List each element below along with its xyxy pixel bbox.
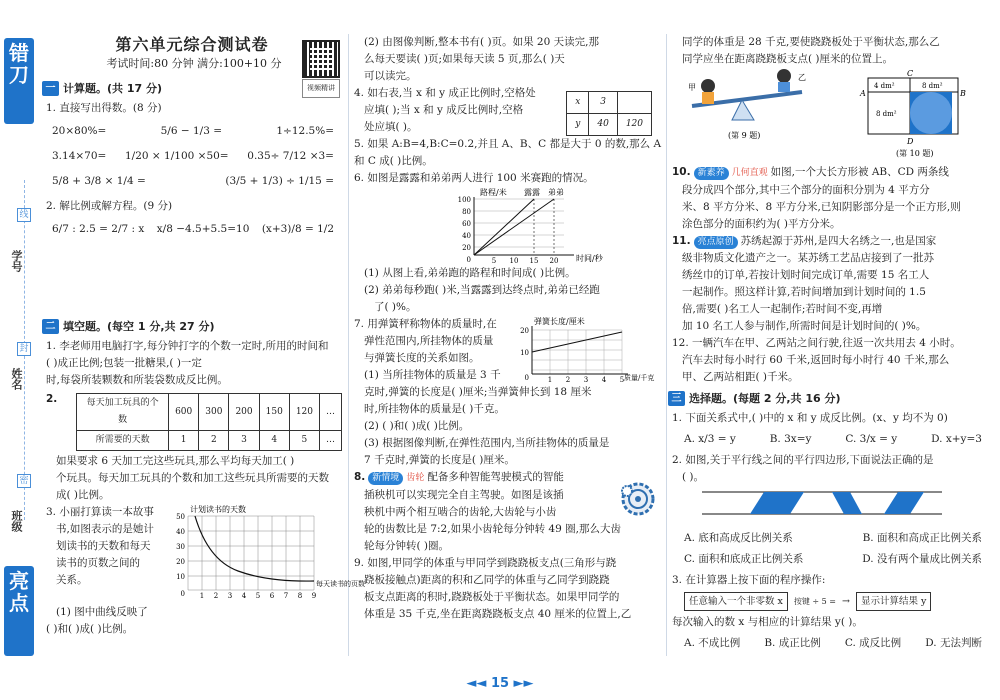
table-cell: 所需要的天数: [77, 431, 169, 451]
question-4-text: [354, 85, 536, 136]
equation-row: [46, 221, 342, 238]
question-7: [354, 316, 662, 384]
question-text: 加 10 名工人参与制作,所需时间是计划时间的( )%。: [682, 320, 927, 332]
question-text: 5. 如果 A:B=4,B:C=0.2,并且 A、B、C 都是大于 0 的数,那么 A 和 C 成( )比例。: [354, 138, 662, 167]
question-text: 可以读完。: [364, 70, 417, 82]
tick-label: 30: [176, 543, 185, 551]
line-lulu: [474, 199, 534, 255]
question-text: 秧机中两个相互啮合的齿轮,大齿轮与小齿: [364, 506, 557, 518]
question-2: [46, 391, 342, 453]
question-text: 12. 一辆汽车在甲、乙两站之间行驶,往返一次共用去 4 小时。: [672, 337, 961, 349]
question-number: 2.: [46, 393, 58, 405]
answer-space: [46, 246, 342, 314]
question-text: 4. 如右表,当 x 和 y 成正比例时,空格处: [354, 87, 536, 99]
tick-label: 5: [255, 592, 261, 600]
line-didi: [474, 199, 554, 255]
tick-label: 0: [524, 374, 529, 382]
column-1: [45, 35, 365, 638]
badge-new-literacy: 新素养: [694, 167, 729, 180]
tick-label: 20: [462, 244, 471, 252]
table-cell: …: [320, 431, 342, 451]
table-cell: 40: [589, 114, 617, 136]
choice-option[interactable]: A. x/3 = y: [684, 433, 736, 445]
seesaw-figure: [672, 68, 822, 164]
tick-label: 100: [457, 196, 471, 204]
tick-label: 20: [549, 257, 559, 265]
point-label: D: [907, 137, 914, 146]
qr-code-icon: [302, 40, 340, 78]
page-number: ◄◄ 15 ►►: [466, 676, 534, 691]
section-number: 二: [42, 319, 59, 334]
tick-label: 10: [520, 349, 529, 357]
calc-row: [46, 173, 342, 190]
question-text: 处应填( )。: [364, 121, 418, 133]
question-number: 10.: [672, 166, 691, 178]
question-text: 2. 解比例或解方程。(9 分): [46, 200, 173, 212]
calc-item: 1/20 × 1/100 ×50=: [125, 150, 229, 162]
seal-mark: 密: [17, 474, 31, 488]
badge-topic: 几何直观: [731, 168, 768, 178]
chart-grid: [532, 330, 622, 374]
question-text: (2) 弟弟每秒跑( )米,当露露到达终点时,弟弟已经跑: [364, 284, 600, 296]
arrow-right-icon: →: [842, 596, 850, 607]
chart-xlabel: 质量/千克: [624, 374, 655, 382]
choice-option[interactable]: B. 3x=y: [769, 433, 812, 445]
question-text: ( )和( )成( )比例。: [46, 623, 134, 635]
tick-label: 80: [462, 208, 471, 216]
brand-band-top: 错 刀: [4, 38, 34, 124]
question-text: 跷板接触点)距离的积和乙同学的体重与乙同学到跷跷: [364, 574, 610, 586]
area-label: 4 dm²: [874, 82, 895, 90]
tick-label: 40: [176, 528, 185, 536]
chart-xticks: [548, 376, 624, 384]
question-text: 6. 如图是露露和弟弟两人进行 100 米赛跑的情况。: [354, 172, 594, 184]
student-jia-icon: [701, 79, 715, 93]
point-label: A: [860, 89, 866, 98]
question-text: 划读书的天数和每天: [56, 540, 151, 552]
question-text: [672, 164, 988, 182]
question-text-inline: 如图,一个大长方形被 AB、CD 两条线: [770, 166, 949, 178]
question-text: 段分成四个部分,其中三个部分的面积分别为 4 平方分: [682, 184, 930, 196]
tick-label: 20: [520, 327, 529, 335]
question-text: 米、8 平方分米、8 平方分米,已知阴影部分是一个正方形,则: [682, 201, 961, 213]
question-text: 3. 小丽打算读一本故事: [46, 506, 154, 518]
question-text-inline: 苏绣起源于苏州,是四大名绣之一,也是国家: [740, 235, 937, 247]
tick-label: 6: [269, 592, 275, 600]
section-title: 填空题。(每空 1 分,共 27 分): [63, 320, 215, 333]
brand-band-bottom: 亮 点: [4, 566, 34, 656]
question-text: 弹性范围内,所挂物体的质量: [364, 335, 494, 347]
section-number: 三: [668, 391, 685, 406]
badge-new-context: 新情境: [368, 472, 403, 485]
chart-yticks: [520, 327, 529, 382]
calc-item: 5/8 + 3/8 × 1/4 =: [52, 175, 146, 187]
column-divider: [666, 34, 667, 656]
choice-option[interactable]: D. 无法判断: [925, 637, 982, 649]
xy-table: [566, 91, 652, 136]
tick-label: 20: [176, 558, 185, 566]
tick-label: 3: [227, 592, 233, 600]
tick-label: 0: [180, 590, 185, 598]
question-3-text: [46, 504, 168, 604]
tick-label: 5: [619, 376, 625, 384]
student-yi-body: [778, 82, 790, 92]
tick-label: 8: [297, 592, 303, 600]
section-heading: [42, 318, 342, 335]
question-number: 11.: [672, 235, 691, 247]
question-text: 1. 下面关系式中,( )中的 x 和 y 成反比例。(x、y 均不为 0): [672, 412, 948, 424]
table-cell: 120: [617, 114, 651, 136]
choice-options: [672, 530, 988, 547]
question-text: 每次输入的数 x 与相应的计算结果 y( )。: [672, 616, 863, 628]
question-text: 一起制作。照这样计算,若时间增加到计划时间的 1.5: [682, 286, 926, 298]
column-3: [672, 34, 988, 656]
area-label: 8 dm²: [876, 110, 897, 118]
tick-label: 0: [466, 256, 471, 264]
table-cell: 每天加工玩具的个数: [77, 394, 169, 431]
question-text: 甲、乙两站相距( )千米。: [682, 371, 799, 383]
question-4: [354, 85, 662, 136]
student-jia-body: [702, 92, 714, 104]
parallelogram: [750, 492, 804, 514]
question-text: 读书的页数之间的: [56, 557, 140, 569]
table-cell: [617, 92, 651, 114]
seal-mark: 线: [17, 208, 31, 222]
section-number: 一: [42, 81, 59, 96]
question-text: 轮的齿数比是 7:2,如果小齿轮每分钟转 49 圈,那么大齿: [364, 523, 621, 535]
chart-ylabel: 弹簧长度/厘米: [534, 317, 585, 326]
question-text: (3) 根据图像判断,在弹性范围内,当所挂物体的质量是: [364, 437, 610, 449]
question-text: [354, 469, 594, 487]
question-text: 与弹簧长度的关系如图。: [364, 352, 480, 364]
page-title: 第六单元综合测试卷: [115, 35, 269, 54]
question-text: 同学的体重是 28 千克,要使跷跷板处于平衡状态,那么乙: [682, 36, 940, 48]
qr-caption: 视频精讲: [302, 79, 340, 98]
calc-item: 5/6 − 1/3 =: [160, 125, 223, 137]
seal-mark: 封: [17, 342, 31, 356]
shaded-circle: [910, 92, 952, 134]
equation-item: (x+3)/8 = 1/2: [261, 223, 334, 235]
chart-xlabel: 每天读书的页数: [316, 580, 365, 588]
calc-row: [46, 123, 342, 140]
question-text: (1) 当所挂物体的质量是 3 千: [364, 369, 501, 381]
question-text: 级非物质文化遗产之一。某苏绣工艺品店接到了一批苏: [682, 252, 934, 264]
tick-label: 9: [311, 592, 317, 600]
table-cell: 150: [259, 394, 289, 431]
question-3: [46, 504, 365, 604]
equation-item: x/8 −4.5+5.5=10: [156, 223, 250, 235]
table-cell: 120: [289, 394, 319, 431]
table-cell: 4: [259, 431, 289, 451]
question-text: 3. 在计算器上按下面的程序操作:: [672, 574, 826, 586]
choice-option[interactable]: A. 底和高成反比例关系: [684, 532, 793, 544]
question-text: [672, 233, 988, 250]
question-text: 体重是 35 千克,坐在距离跷跷板支点 40 厘米的位置上,乙: [364, 608, 632, 620]
column-divider: [348, 34, 349, 656]
question-text: 涂色部分的面积约为( )平方分米。: [682, 218, 841, 230]
chart-xticks: [200, 592, 316, 600]
choice-option[interactable]: C. 成反比例: [844, 637, 902, 649]
parallelogram-figure: [672, 486, 972, 520]
chart-ylabel: 路程/米: [480, 188, 507, 197]
legend-didi: 弟弟: [548, 188, 564, 197]
tick-label: 60: [462, 220, 471, 228]
table-cell: 200: [229, 394, 259, 431]
table-cell: 3: [589, 92, 617, 114]
choice-option[interactable]: B. 面积和高成正比例关系: [862, 532, 982, 544]
student-name-label: 姓名: [10, 368, 23, 390]
table-cell: x: [567, 92, 589, 114]
question-text: 么每天要读( )页;如果每天读 5 页,那么( )天: [364, 53, 565, 65]
area-label: 8 dm²: [922, 82, 943, 90]
table-cell: 5: [289, 431, 319, 451]
tick-label: 50: [176, 513, 185, 521]
figures-9-10: [672, 68, 988, 164]
question-text: 克时,弹簧的长度是( )厘米;当弹簧伸长到 18 厘米: [364, 386, 592, 398]
chart-grid: [188, 516, 314, 590]
question-8-text: [354, 469, 594, 521]
figure-caption: (第 9 题): [728, 131, 761, 140]
qr-code[interactable]: [302, 40, 340, 92]
question-text: (2) 由图像判断,整本书有( )页。如果 20 天读完,那: [364, 36, 599, 48]
parallelogram: [884, 492, 924, 514]
question-7-text: [354, 316, 501, 384]
table-cell: 300: [199, 394, 229, 431]
question-text: 关系。: [56, 574, 88, 586]
question-text: (2) ( )和( )成( )比例。: [364, 420, 470, 432]
chart-ylabel: 计划读书的天数: [190, 505, 246, 514]
exam-info: 考试时间:80 分钟 满分:100+10 分: [106, 57, 282, 70]
label-yi: 乙: [798, 73, 806, 82]
spring-chart: [512, 316, 662, 384]
question-text: 板支点距离的积时,跷跷板处于平衡状态。如果甲同学的: [364, 591, 620, 603]
tick-label: 4: [241, 592, 247, 600]
table-cell: 3: [229, 431, 259, 451]
calc-row: [46, 148, 342, 165]
student-number-label: 学号: [10, 250, 23, 272]
chart-yticks: [458, 196, 471, 264]
column-2: [354, 34, 662, 623]
choice-option[interactable]: D. 没有两个量成比例关系: [862, 553, 982, 565]
class-label: 班级: [10, 510, 23, 532]
tick-label: 1: [199, 592, 205, 600]
calc-item: 0.35÷ 7/12 ×3=: [247, 150, 334, 162]
tick-label: 1: [547, 376, 553, 384]
chart-xlabel: 时间/秒: [576, 254, 603, 263]
question-text: 如果要求 6 天加工完这些玩具,那么平均每天加工( ): [56, 455, 295, 467]
table-cell: 1: [169, 431, 199, 451]
student-yi-icon: [777, 69, 791, 83]
inverse-curve: [195, 516, 314, 581]
question-text: ( )成正比例;包装一批糖果,( )一定: [46, 357, 202, 369]
question-text: 同学应坐在距离跷跷板支点( )厘米的位置上。: [682, 53, 894, 65]
tick-label: 2: [565, 376, 571, 384]
table-cell: 600: [169, 394, 199, 431]
reading-plan-chart: [168, 504, 365, 604]
tick-label: 10: [176, 573, 185, 581]
legend-lulu: 露露: [524, 188, 540, 197]
question-8: [354, 469, 662, 521]
choice-option[interactable]: C. 面积和底成正比例关系: [684, 553, 804, 565]
seesaw-pivot: [732, 100, 754, 120]
choice-option[interactable]: A. 不成比例: [684, 637, 741, 649]
spring-line: [532, 332, 622, 352]
calc-item: 1÷12.5%=: [276, 125, 334, 137]
chart-xticks: [492, 257, 559, 265]
question-text: ( )。: [682, 471, 705, 483]
figure-caption: (第 10 题): [896, 149, 934, 158]
tick-label: 2: [213, 592, 219, 600]
binding-strip: [0, 0, 40, 700]
parallelogram: [832, 492, 862, 514]
question-text: 书,如图表示的是她计: [56, 523, 154, 535]
program-output-box: 显示计算结果 y: [856, 592, 931, 611]
chart-yticks: [176, 513, 185, 598]
choice-options: [672, 431, 988, 448]
question-text: (1) 图中曲线反映了: [56, 606, 148, 618]
question-text: (1) 从图上看,弟弟跑的路程和时间成( )比例。: [364, 267, 576, 279]
question-text: 7. 用弹簧秤称物体的质量时,在: [354, 318, 497, 330]
question-text-inline: 配备多种智能驾驶模式的智能: [427, 471, 564, 483]
choice-option[interactable]: B. 成正比例: [764, 637, 821, 649]
question-text: 绣丝巾的订单,若按计划时间完成订单,需要 15 名工人: [682, 269, 930, 281]
program-input-box: 任意输入一个非零数 x: [684, 592, 788, 611]
question-text: 7 千克时,弹簧的长度是( )厘米。: [364, 454, 515, 466]
section-heading: [668, 390, 988, 407]
section-heading: [42, 80, 342, 97]
table-cell: y: [567, 114, 589, 136]
point-label: B: [960, 89, 966, 98]
question-text: 2. 如图,关于平行线之间的平行四边形,下面说法正确的是: [672, 454, 934, 466]
program-key: 按键 ÷ 5 =: [793, 597, 837, 606]
tick-label: 3: [583, 376, 589, 384]
table-cell: …: [320, 394, 342, 431]
question-text: 1. 直接写出得数。(8 分): [46, 102, 162, 114]
question-text: 倍,需要( )名工人一起制作;若时间不变,再增: [682, 303, 883, 315]
tick-label: 4: [601, 376, 607, 384]
question-text: 插秧机可以实现完全自主驾驶。如图是该插: [364, 489, 564, 501]
badge-original: 亮点原创: [694, 236, 738, 249]
race-chart: [354, 187, 654, 265]
calc-item: 20×80%=: [52, 125, 107, 137]
question-text: 汽车去时每小时行 60 千米,返回时每小时行 40 千米,那么: [682, 354, 950, 366]
question-number: 8.: [354, 471, 366, 483]
choice-options: [672, 551, 988, 568]
calc-item: 3.14×70=: [52, 150, 107, 162]
question-text: 成( )比例。: [56, 489, 110, 501]
tick-label: 7: [283, 592, 289, 600]
section-title: 计算题。(共 17 分): [63, 82, 163, 95]
question-text: 轮每分钟转( )圈。: [364, 540, 450, 552]
equation-item: 6/7 : 2.5 = 2/7 : x: [52, 223, 145, 235]
choice-option[interactable]: C. 3/x = y: [845, 433, 898, 445]
gear-icon: [618, 477, 662, 521]
question-text: 时,所挂物体的质量是( )千克。: [364, 403, 505, 415]
section-title: 选择题。(每题 2 分,共 16 分): [689, 392, 841, 405]
tick-label: 5: [491, 257, 497, 265]
badge-topic: 齿轮: [406, 473, 425, 483]
choice-options: [672, 635, 988, 652]
question-text: 了( )%。: [374, 301, 417, 313]
toy-table: [76, 393, 342, 451]
rectangle-figure: [858, 68, 988, 164]
tick-label: 40: [462, 232, 471, 240]
point-label: C: [907, 69, 914, 78]
question-text: 应填( );当 x 和 y 成反比例时,空格: [364, 104, 524, 116]
label-jia: 甲: [688, 83, 696, 92]
choice-option[interactable]: D. x+y=3: [931, 433, 982, 445]
calc-item: (3/5 + 1/3) ÷ 1/15 =: [225, 175, 334, 187]
question-text: 1. 李老师用电脑打字,每分钟打字的个数一定时,所用的时间和: [46, 340, 329, 352]
calculator-program: [684, 592, 988, 611]
question-text: 9. 如图,甲同学的体重与甲同学到跷跷板支点(三角形与跷: [354, 557, 617, 569]
tick-label: 10: [509, 257, 519, 265]
tick-label: 15: [529, 257, 539, 265]
question-text: 个玩具。每天加工玩具的个数和加工这些玩具所需要的天数: [56, 472, 329, 484]
question-text: 时,每袋所装颗数和所装袋数成反比例。: [46, 374, 228, 386]
table-cell: 2: [199, 431, 229, 451]
